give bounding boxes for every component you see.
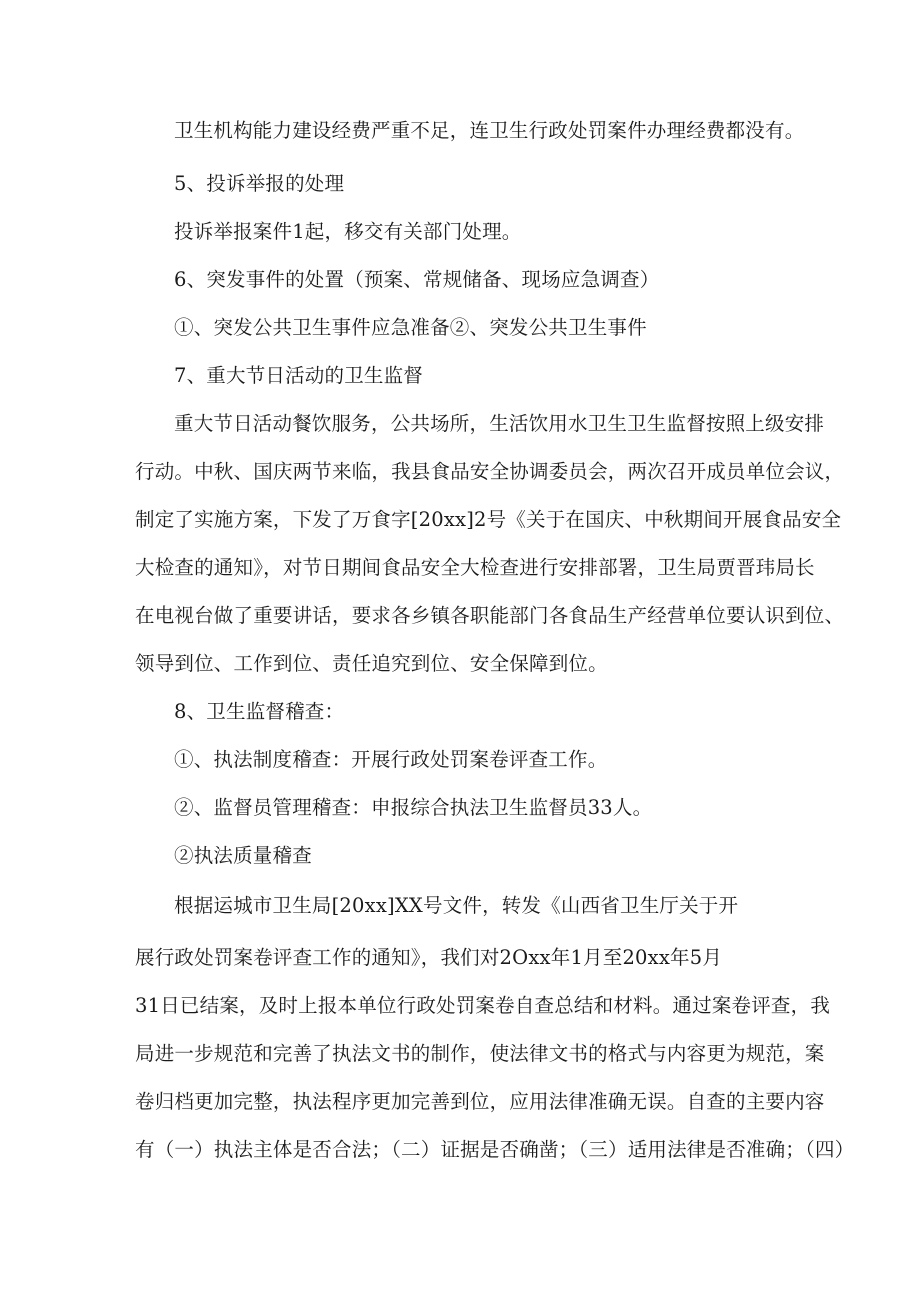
paragraph-line: 在电视台做了重要讲话，要求各乡镇各职能部门各食品生产经营单位要认识到位、 <box>135 604 845 627</box>
paragraph-line: 卷归档更加完整，执法程序更加完善到位，应用法律准确无误。自查的主要内容 <box>135 1090 825 1113</box>
section-heading-7: 7、重大节日活动的卫生监督 <box>174 364 424 387</box>
list-item-emergency: ①、突发公共卫生事件应急准备②、突发公共卫生事件 <box>174 316 647 339</box>
paragraph-line: 有（一）执法主体是否合法；（二）证据是否确凿；（三）适用法律是否准确；（四） <box>135 1138 855 1161</box>
paragraph-line: 局进一步规范和完善了执法文书的制作，使法律文书的格式与内容更为规范，案 <box>135 1042 825 1065</box>
paragraph-line: 制定了实施方案，下发了万食字[20xx]2号《关于在国庆、中秋期间开展食品安全 <box>135 508 842 531</box>
list-item-enforcement-quality: ②执法质量稽查 <box>174 844 312 867</box>
paragraph-line-funding: 卫生机构能力建设经费严重不足，连卫生行政处罚案件办理经费都没有。 <box>174 119 805 142</box>
section-heading-8: 8、卫生监督稽查： <box>174 700 345 723</box>
paragraph-line-complaint: 投诉举报案件1起，移交有关部门处理。 <box>174 220 522 243</box>
paragraph-line: 行动。中秋、国庆两节来临，我县食品安全协调委员会，两次召开成员单位会议， <box>135 460 845 483</box>
paragraph-line: 展行政处罚案卷评查工作的通知》，我们对2Oxx年1月至20xx年5月 <box>135 946 723 969</box>
paragraph-line: 31日已结案，及时上报本单位行政处罚案卷自查总结和材料。通过案卷评查，我 <box>135 994 831 1017</box>
paragraph-line: 大检查的通知》，对节日期间食品安全大检查进行安排部署，卫生局贾晋玮局长 <box>135 556 815 579</box>
section-heading-5: 5、投诉举报的处理 <box>174 172 345 195</box>
list-item-inspector-management: ②、监督员管理稽查：申报综合执法卫生监督员33人。 <box>174 796 653 819</box>
list-item-enforcement-system: ①、执法制度稽查：开展行政处罚案卷评查工作。 <box>174 748 608 771</box>
paragraph-line: 重大节日活动餐饮服务，公共场所，生活饮用水卫生卫生监督按照上级安排 <box>174 412 825 435</box>
section-heading-6: 6、突发事件的处置（预案、常规储备、现场应急调查） <box>174 268 660 291</box>
paragraph-line: 根据运城市卫生局[20xx]XX号文件，转发《山西省卫生厅关于开 <box>174 894 739 917</box>
paragraph-line: 领导到位、工作到位、责任追究到位、安全保障到位。 <box>135 652 608 675</box>
